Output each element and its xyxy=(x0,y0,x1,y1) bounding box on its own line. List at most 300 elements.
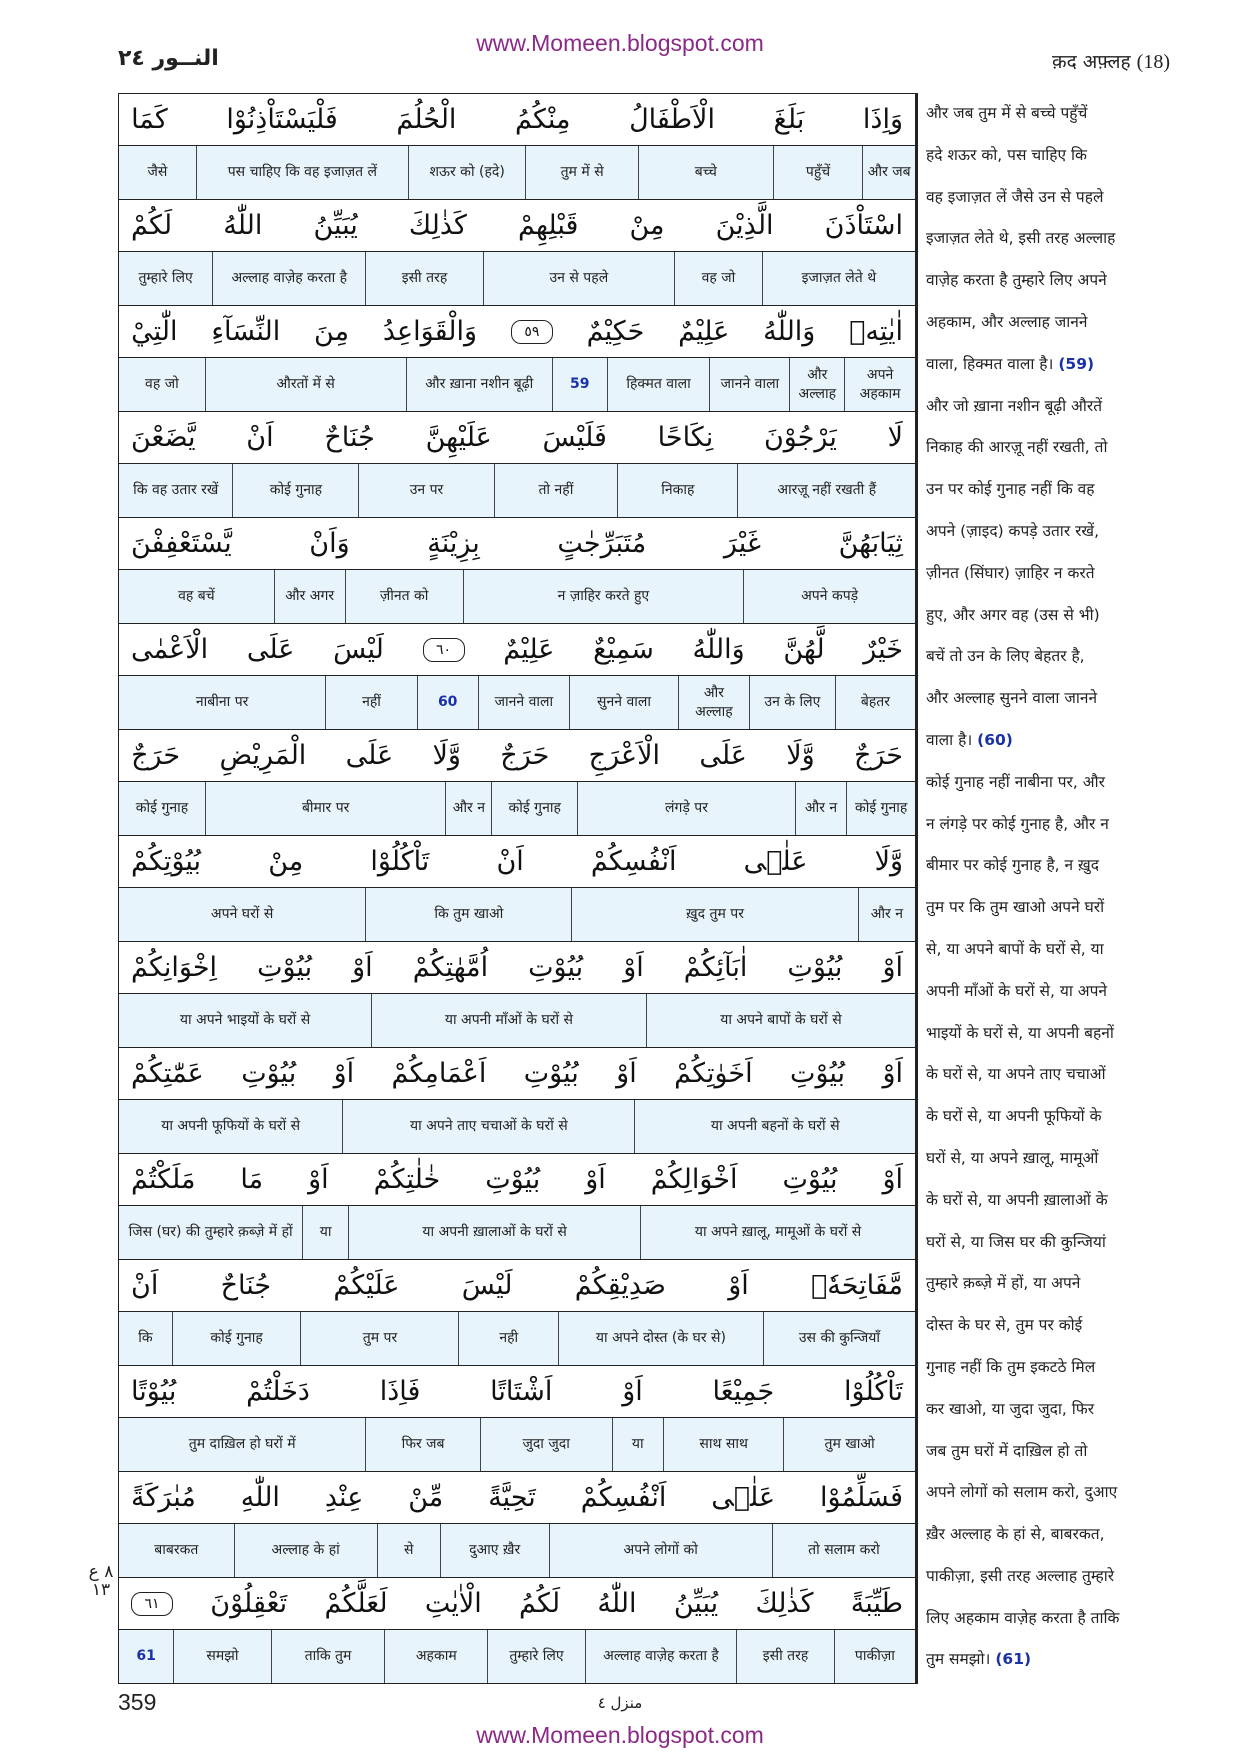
translation-line-text: निकाह की आरज़ू नहीं रखती, तो xyxy=(926,438,1108,457)
translation-line-text: तुम समझो। xyxy=(926,1650,991,1669)
translation-line xyxy=(926,1556,1176,1598)
translation-cell: इसी तरह xyxy=(736,1630,833,1683)
arabic-word: اَنْفُسِكُمْ xyxy=(590,846,677,877)
translation-cell: तुम पर xyxy=(300,1312,458,1365)
translation-cell: दुआए ख़ैर xyxy=(440,1524,549,1577)
arabic-word: اَوْ xyxy=(333,1058,355,1089)
arabic-word: اسْتَاْذَنَ xyxy=(824,210,903,241)
arabic-word: مِّنْ xyxy=(408,1482,444,1513)
arabic-word: يَّسْتَعْفِفْنَ xyxy=(131,528,232,559)
arabic-word: لَكُمُ xyxy=(519,1588,561,1619)
arabic-word: يُبَيِّنُ xyxy=(673,1588,719,1619)
arabic-word: مُبٰرَكَةً xyxy=(131,1482,196,1513)
site-url-bottom[interactable]: www.Momeen.blogspot.com xyxy=(476,1722,764,1748)
word-translation-row xyxy=(119,1524,915,1578)
translation-cell: कोई गुनाह xyxy=(135,800,189,817)
translation-cell: या अपनी फूफियों के घरों से xyxy=(161,1118,301,1135)
translation-column xyxy=(926,93,1176,1684)
translation-line-text: के घरों से, या अपने ताए चचाओं xyxy=(926,1065,1106,1084)
ayah-number-cell: 59 xyxy=(552,358,607,411)
arabic-word: اَوْ xyxy=(728,1270,749,1301)
arabic-word: عَلِيْمٌ xyxy=(503,634,555,665)
ayah-reference: (59) xyxy=(1058,354,1095,373)
translation-cell: नाबीना पर xyxy=(195,694,249,711)
translation-line xyxy=(926,218,1176,260)
translation-cell: पाकीज़ा xyxy=(834,1630,915,1683)
arabic-verse-row xyxy=(119,518,915,570)
translation-line xyxy=(926,1263,1176,1305)
translation-line xyxy=(926,595,1176,637)
translation-line xyxy=(926,177,1176,219)
translation-cell: बाबरकत xyxy=(154,1542,199,1559)
translation-cell: अल्लाह वाज़ेह करता है xyxy=(212,252,365,305)
translation-line-text: गुनाह नहीं कि तुम इकटठे मिल xyxy=(926,1357,1096,1376)
juz-heading xyxy=(1052,48,1170,74)
arabic-word: كَذٰلِكَ xyxy=(755,1588,814,1619)
arabic-word: اللّٰهِ xyxy=(240,1482,280,1513)
translation-cell: उन के लिए xyxy=(749,676,835,729)
translation-cell: कि तुम खाओ xyxy=(365,888,571,941)
translation-line xyxy=(926,344,1176,386)
translation-cell: और अल्लाह xyxy=(789,358,844,411)
translation-cell: न ज़ाहिर करते हुए xyxy=(463,570,744,623)
translation-cell: और न xyxy=(795,782,847,835)
site-url-top[interactable]: www.Momeen.blogspot.com xyxy=(476,30,764,56)
arabic-word: يَرْجُوْنَ xyxy=(763,422,837,453)
arabic-word: اَوْ xyxy=(882,952,903,983)
arabic-word: اُمَّهٰتِكُمْ xyxy=(412,952,489,983)
translation-line-text: न लंगड़े पर कोई गुनाह है, और न xyxy=(926,814,1109,833)
translation-cell: अपने घरों से xyxy=(210,906,274,923)
arabic-word: خٰلٰتِكُمْ xyxy=(373,1164,441,1195)
arabic-word: جَمِيْعًا xyxy=(712,1376,775,1407)
translation-line-text: ख़ैर अल्लाह के हां से, बाबरकत, xyxy=(926,1525,1105,1544)
translation-cell: से xyxy=(377,1524,440,1577)
translation-line xyxy=(926,804,1176,846)
translation-cell: वह बचें xyxy=(178,588,215,605)
translation-line-text: हदे शऊर को, पस चाहिए कि xyxy=(926,145,1087,164)
arabic-word: الّٰتِيْ xyxy=(131,316,178,347)
translation-cell: और अगर xyxy=(274,570,345,623)
translation-cell: ख़ुद तुम पर xyxy=(571,888,857,941)
arabic-word: بُيُوْتِ xyxy=(790,1058,846,1089)
translation-line-text: घरों से, या जिस घर की कुन्जियां xyxy=(926,1232,1106,1251)
arabic-word: تَاْكُلُوْا xyxy=(370,846,430,877)
translation-cell: उन से पहले xyxy=(483,252,675,305)
translation-line xyxy=(926,511,1176,553)
arabic-word: مُتَبَرِّجٰتٍ xyxy=(557,528,647,559)
translation-line-text: और अल्लाह सुनने वाला जानने xyxy=(926,689,1098,708)
translation-cell: (हदे) शऊर को xyxy=(408,146,525,199)
ayah-number-cell: 61 xyxy=(136,1648,156,1665)
arabic-word: بَلَغَ xyxy=(773,104,805,135)
translation-cell: वह जो xyxy=(674,252,762,305)
arabic-verse-row xyxy=(119,1260,915,1312)
translation-line-text: पाकीज़ा, इसी तरह अल्लाह तुम्हारे xyxy=(926,1566,1115,1585)
arabic-word: الْاَعْرَجِ xyxy=(588,740,660,771)
translation-line xyxy=(926,1347,1176,1389)
translation-line xyxy=(926,386,1176,428)
translation-cell: अल्लाह वाज़ेह करता है xyxy=(585,1630,737,1683)
word-translation-row xyxy=(119,1206,915,1260)
arabic-word: يُبَيِّنُ xyxy=(313,210,358,241)
translation-line-text: बचें तो उन के लिए बेहतर है, xyxy=(926,647,1085,666)
translation-cell: ताकि तुम xyxy=(271,1630,385,1683)
arabic-word: وَاللّٰهُ xyxy=(763,316,816,347)
translation-line-text: अपनी माँओं के घरों से, या अपने xyxy=(926,981,1108,1000)
translation-line-text: और जब तुम में से बच्चे पहुँचें xyxy=(926,104,1088,122)
arabic-word: جُنَاحٌ xyxy=(220,1270,272,1301)
translation-cell: इसी तरह xyxy=(365,252,482,305)
arabic-verse-row xyxy=(119,306,915,358)
arabic-verse-row xyxy=(119,1366,915,1418)
arabic-word: اَخَوٰتِكُمْ xyxy=(674,1058,753,1089)
translation-cell: जैसे xyxy=(147,164,168,181)
translation-line-text: उन पर कोई गुनाह नहीं कि वह xyxy=(926,480,1095,499)
translation-line-text: इजाज़त लेते थे, इसी तरह अल्लाह xyxy=(926,229,1116,248)
translation-line-text: लिए अहकाम वाज़ेह करता है ताकि xyxy=(926,1608,1120,1627)
arabic-word: عَلَيْكُمْ xyxy=(333,1270,400,1301)
word-by-word-grid xyxy=(118,93,916,1684)
arabic-word: اَوْ xyxy=(585,1164,606,1195)
translation-line xyxy=(926,1013,1176,1055)
translation-cell: पस चाहिए कि वह इजाज़त लें xyxy=(196,146,408,199)
translation-cell: तुम में से xyxy=(525,146,638,199)
arabic-word: اِخْوَانِكُمْ xyxy=(131,952,218,983)
arabic-word: نِكَاحًا xyxy=(657,422,714,453)
arabic-word: اَنْفُسِكُمْ xyxy=(580,1482,667,1513)
arabic-word: لَيْسَ xyxy=(461,1270,513,1301)
arabic-word: الْحُلُمَ xyxy=(396,104,457,135)
arabic-word: اَوْ xyxy=(352,952,373,983)
ayah-end-marker: ٦١ xyxy=(131,1592,173,1616)
arabic-word: الَّذِيْنَ xyxy=(715,210,774,241)
translation-line xyxy=(926,469,1176,511)
translation-line-text: वाला है। xyxy=(926,730,973,749)
arabic-word: وَّلَا xyxy=(874,846,903,877)
arabic-word: مَا xyxy=(240,1164,264,1195)
translation-line-text: तुम पर कि तुम खाओ अपने घरों xyxy=(926,898,1105,917)
arabic-verse-row xyxy=(119,94,915,146)
translation-line-text: से, या अपने बापों के घरों से, या xyxy=(926,939,1104,958)
arabic-word: اَوْ xyxy=(882,1058,903,1089)
ayah-end-marker: ٦٠ xyxy=(423,638,465,662)
arabic-word: لَعَلَّكُمْ xyxy=(324,1588,388,1619)
translation-line-text: कर खाओ, या जुदा जुदा, फिर xyxy=(926,1399,1095,1418)
arabic-word: بُيُوْتِ xyxy=(485,1164,541,1195)
word-translation-row xyxy=(119,252,915,306)
arabic-verse-row xyxy=(119,730,915,782)
translation-line-text: घरों से, या अपने ख़ालू, मामूओं xyxy=(926,1148,1099,1167)
translation-line-text: जब तुम घरों में दाख़िल हो तो xyxy=(926,1441,1088,1460)
translation-cell: कोई गुनाह xyxy=(846,782,915,835)
translation-line-text: कोई गुनाह नहीं नाबीना पर, और xyxy=(926,772,1105,791)
translation-line-text: और जो ख़ाना नशीन बूढ़ी औरतें xyxy=(926,396,1103,415)
arabic-word: كَمَا xyxy=(131,104,168,135)
translation-cell: या अपनी बहनों के घरों से xyxy=(634,1100,915,1153)
translation-cell: और न xyxy=(858,888,915,941)
translation-line xyxy=(926,1472,1176,1514)
translation-line xyxy=(926,1222,1176,1264)
arabic-word: فَلَيْسَ xyxy=(542,422,607,453)
translation-line xyxy=(926,887,1176,929)
arabic-word: مَّفَاتِحَهٗۤ xyxy=(811,1270,903,1301)
arabic-word: اللّٰهُ xyxy=(597,1588,637,1619)
arabic-verse-row xyxy=(119,1154,915,1206)
arabic-word: اٰبَآئِكُمْ xyxy=(683,952,748,983)
translation-cell: पहुँचें xyxy=(773,146,863,199)
arabic-word: اَوْ xyxy=(882,1164,903,1195)
arabic-word: بُيُوْتِ xyxy=(523,1058,579,1089)
translation-cell: तुम्हारे लिए xyxy=(487,1630,584,1683)
arabic-word: الْاَطْفَالُ xyxy=(629,104,715,135)
translation-cell: या अपनी ख़ालाओं के घरों से xyxy=(348,1206,640,1259)
translation-cell: जुदा जुदा xyxy=(480,1418,612,1471)
translation-line xyxy=(926,93,1176,135)
translation-cell: कोई गुनाह xyxy=(232,464,358,517)
manzil-label: منزل ٤ xyxy=(597,1694,643,1712)
arabic-word: عِنْدِ xyxy=(324,1482,364,1513)
arabic-word: بُيُوْتِ xyxy=(241,1058,297,1089)
translation-cell: अपने लोगों को xyxy=(549,1524,772,1577)
translation-cell: या अपनी माँओं के घरों से xyxy=(371,994,646,1047)
translation-line-text: अपने लोगों को सलाम करो, दुआए xyxy=(926,1483,1118,1502)
translation-line xyxy=(926,971,1176,1013)
translation-line xyxy=(926,1598,1176,1640)
word-translation-row xyxy=(119,570,915,624)
arabic-verse-row xyxy=(119,1578,915,1630)
juz-number: (18) xyxy=(1136,51,1170,73)
arabic-word: مِنْ xyxy=(629,210,665,241)
arabic-word: فَسَلِّمُوْا xyxy=(820,1482,903,1513)
translation-cell: साथ साथ xyxy=(663,1418,783,1471)
translation-line xyxy=(926,1639,1176,1681)
translation-cell: जानने वाला xyxy=(709,358,789,411)
translation-cell: कि वह उतार रखें xyxy=(133,482,219,499)
translation-cell: आरज़ू नहीं रखती हैं xyxy=(737,464,915,517)
word-translation-row xyxy=(119,146,915,200)
word-translation-row xyxy=(119,676,915,730)
translation-line xyxy=(926,1389,1176,1431)
arabic-word: عَلَى xyxy=(246,634,295,665)
arabic-word: مِنْ xyxy=(268,846,304,877)
translation-line xyxy=(926,929,1176,971)
arabic-word: بُيُوْتًا xyxy=(131,1376,177,1407)
translation-cell: कोई गुनाह xyxy=(172,1312,301,1365)
arabic-word: بِزِيْنَةٍ xyxy=(427,528,480,559)
word-translation-row xyxy=(119,994,915,1048)
arabic-word: غَيْرَ xyxy=(723,528,761,559)
translation-cell: बीमार पर xyxy=(205,782,446,835)
translation-cell: और न xyxy=(445,782,491,835)
arabic-word: اٰيٰتِهٖ xyxy=(849,316,903,347)
arabic-word: عَلَى xyxy=(345,740,394,771)
arabic-word: لَيْسَ xyxy=(333,634,384,665)
arabic-word: لَكُمْ xyxy=(131,210,173,241)
translation-line xyxy=(926,636,1176,678)
translation-cell: समझो xyxy=(173,1630,270,1683)
translation-line-text: बीमार पर कोई गुनाह है, न ख़ुद xyxy=(926,856,1099,875)
translation-cell: तो नहीं xyxy=(494,464,618,517)
arabic-word: حَرَجٌ xyxy=(500,740,550,771)
translation-cell: अल्लाह के हां xyxy=(234,1524,377,1577)
translation-cell: या xyxy=(612,1418,664,1471)
arabic-word: وَّلَا xyxy=(786,740,815,771)
translation-line-text: वह इजाज़त लें जैसे उन से पहले xyxy=(926,187,1104,206)
translation-line xyxy=(926,1180,1176,1222)
arabic-word: وَاِذَا xyxy=(862,104,903,135)
translation-line xyxy=(926,1054,1176,1096)
arabic-word: اَوْ xyxy=(616,1058,637,1089)
word-translation-row xyxy=(119,1100,915,1154)
arabic-word: فَاِذَا xyxy=(379,1376,421,1407)
translation-line xyxy=(926,1096,1176,1138)
translation-cell: कोई गुनाह xyxy=(491,782,577,835)
arabic-word: فَلْيَسْتَاْذِنُوْا xyxy=(226,104,338,135)
translation-cell: बेहतर xyxy=(835,676,915,729)
translation-cell: औरतों में से xyxy=(205,358,406,411)
translation-cell: जानने वाला xyxy=(478,676,570,729)
arabic-word: كَذٰلِكَ xyxy=(408,210,467,241)
arabic-word: ثِيَابَهُنَّ xyxy=(838,528,903,559)
translation-cell: और अल्लाह xyxy=(678,676,749,729)
arabic-word: اَوْ xyxy=(308,1164,329,1195)
translation-line xyxy=(926,1305,1176,1347)
arabic-word: بُيُوْتِ xyxy=(782,1164,838,1195)
arabic-word: طَيِّبَةً xyxy=(850,1588,903,1619)
arabic-word: بُيُوْتِكُمْ xyxy=(131,846,202,877)
arabic-word: اَشْتَاتًا xyxy=(490,1376,553,1407)
arabic-word: النِّسَآءِ xyxy=(211,316,281,347)
arabic-word: عَلَى xyxy=(699,740,747,771)
translation-line-text: के घरों से, या अपनी फूफियों के xyxy=(926,1107,1102,1126)
surah-heading: النــور ٢٤ xyxy=(118,46,219,71)
translation-line xyxy=(926,553,1176,595)
translation-cell: नही xyxy=(458,1312,558,1365)
translation-line xyxy=(926,260,1176,302)
translation-cell: या अपने दोस्त (के घर से) xyxy=(558,1312,763,1365)
word-translation-row xyxy=(119,358,915,412)
translation-cell: हिक्मत वाला xyxy=(607,358,710,411)
arabic-verse-row xyxy=(119,624,915,676)
ayah-number-cell: 60 xyxy=(417,676,478,729)
ayah-end-marker: ٥٩ xyxy=(511,320,553,344)
translation-cell: तुम दाख़िल हो घरों में xyxy=(188,1436,296,1453)
translation-line-text: के घरों से, या अपनी ख़ालाओं के xyxy=(926,1190,1108,1209)
translation-cell: निकाह xyxy=(617,464,737,517)
arabic-word: اَنْ xyxy=(496,846,524,877)
translation-cell: या xyxy=(302,1206,348,1259)
word-translation-row xyxy=(119,1418,915,1472)
translation-cell: इजाज़त लेते थे xyxy=(762,252,915,305)
translation-cell: फिर जब xyxy=(365,1418,480,1471)
arabic-verse-row xyxy=(119,412,915,464)
arabic-word: وَّلَا xyxy=(432,740,461,771)
arabic-word: صَدِيْقِكُمْ xyxy=(574,1270,666,1301)
arabic-word: الْاٰيٰتِ xyxy=(424,1588,482,1619)
word-translation-row xyxy=(119,782,915,836)
translation-cell: सुनने वाला xyxy=(569,676,678,729)
word-translation-row xyxy=(119,888,915,942)
arabic-word: بُيُوْتِ xyxy=(787,952,843,983)
arabic-verse-row xyxy=(119,1472,915,1524)
arabic-word: بُيُوْتِ xyxy=(257,952,313,983)
translation-line-text: ज़ीनत (सिंघार) ज़ाहिर न करते xyxy=(926,563,1095,582)
translation-cell: और जब xyxy=(862,146,915,199)
translation-line-text: अहकाम, और अल्लाह जानने xyxy=(926,312,1088,331)
translation-cell: लंगड़े पर xyxy=(577,782,795,835)
arabic-word: عَلِيْمٌ xyxy=(678,316,730,347)
arabic-word: تَاْكُلُوْا xyxy=(844,1376,903,1407)
arabic-word: عَمّٰتِكُمْ xyxy=(131,1058,204,1089)
translation-cell: तुम खाओ xyxy=(783,1418,915,1471)
ayah-reference: (61) xyxy=(995,1650,1032,1669)
translation-cell: या अपने बापों के घरों से xyxy=(646,994,915,1047)
translation-line xyxy=(926,678,1176,720)
column-divider xyxy=(916,93,918,1684)
translation-line-text: तुम्हारे क़ब्ज़े में हों, या अपने xyxy=(926,1274,1081,1293)
translation-cell: जिस (घर) की तुम्हारे क़ब्ज़े में हों xyxy=(128,1224,293,1241)
translation-cell: या अपने ताए चचाओं के घरों से xyxy=(342,1100,634,1153)
translation-cell: तो सलाम करो xyxy=(772,1524,915,1577)
translation-cell: उन पर xyxy=(358,464,493,517)
arabic-word: لَا xyxy=(887,422,903,453)
arabic-word: اللّٰهُ xyxy=(223,210,263,241)
arabic-word: عَلٰۤى xyxy=(711,1482,776,1513)
arabic-word: مِنْكُمُ xyxy=(515,104,571,135)
arabic-word: حَرَجٌ xyxy=(853,740,903,771)
translation-line xyxy=(926,762,1176,804)
arabic-verse-row xyxy=(119,200,915,252)
arabic-word: بُيُوْتِ xyxy=(528,952,584,983)
arabic-word: اَوْ xyxy=(623,952,644,983)
arabic-verse-row xyxy=(119,1048,915,1100)
translation-cell: वह जो xyxy=(145,376,179,393)
arabic-word: عَلَيْهِنَّ xyxy=(425,422,492,453)
word-translation-row xyxy=(119,1312,915,1366)
arabic-word: دَخَلْتُمْ xyxy=(246,1376,310,1407)
arabic-word: لَّهُنَّ xyxy=(783,634,825,665)
arabic-word: اَخْوَالِكُمْ xyxy=(650,1164,738,1195)
ayah-reference: (60) xyxy=(977,730,1013,749)
translation-cell: या अपने ख़ालू, मामूओं के घरों से xyxy=(640,1206,915,1259)
arabic-word: الْاَعْمٰى xyxy=(131,634,209,665)
translation-cell: नहीं xyxy=(325,676,417,729)
word-translation-row xyxy=(119,1630,915,1684)
arabic-word: اَوْ xyxy=(622,1376,643,1407)
ruku-marker: ٨ ع ١٣ xyxy=(88,1562,114,1600)
word-translation-row xyxy=(119,464,915,518)
arabic-word: مَلَكْتُمْ xyxy=(131,1164,196,1195)
arabic-word: عَلٰۤى xyxy=(743,846,808,877)
arabic-word: مِنَ xyxy=(314,316,350,347)
translation-cell: अपने कपड़े xyxy=(743,570,915,623)
translation-line xyxy=(926,135,1176,177)
arabic-word: حَكِيْمٌ xyxy=(586,316,645,347)
arabic-word: وَالْقَوَاعِدُ xyxy=(382,316,478,347)
translation-cell: बच्चे xyxy=(638,146,773,199)
translation-line-text: वाला, हिक्मत वाला है। xyxy=(926,354,1054,373)
arabic-word: اَنْ xyxy=(131,1270,159,1301)
translation-line xyxy=(926,845,1176,887)
arabic-word: سَمِيْعٌ xyxy=(593,634,654,665)
juz-name: क़द अफ़्लह xyxy=(1052,51,1131,73)
arabic-word: خَيْرٌ xyxy=(863,634,903,665)
translation-cell: उस की कुन्जियाँ xyxy=(763,1312,915,1365)
translation-line xyxy=(926,1431,1176,1473)
translation-cell: तुम्हारे लिए xyxy=(138,270,193,287)
translation-line-text: दोस्त के घर से, तुम पर कोई xyxy=(926,1316,1083,1335)
